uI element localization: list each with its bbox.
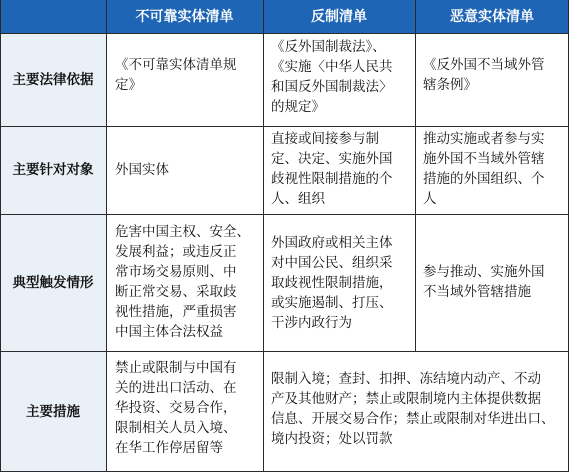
cell-text: 禁止或限制与中国有 关的进出口活动、在 华投资、交易合作， 限制相关人员入境、 在华工作停居留等 — [115, 360, 237, 456]
column-header-malicious-entity: 恶意实体清单 — [415, 0, 569, 33]
row-header-measures: 主要措施 — [0, 351, 106, 472]
table-cell — [263, 33, 415, 126]
table-border — [0, 126, 569, 127]
cell-text: 危害中国主权、安全、 发展利益；或违反正 常市场交易原则、中 断正常交易、采取歧 视性措施，严重损害 中国主体合法权益 — [115, 224, 250, 340]
table-cell — [106, 214, 263, 351]
column-header-unreliable-entity: 不可靠实体清单 — [106, 0, 263, 33]
table-border — [0, 0, 1, 472]
cell-text: 《反外国制裁法》、 《实施〈中华人民共 和国反外国制裁法〉 的规定》 — [271, 39, 393, 115]
cell-text: 外国政府或相关主体 对中国公民、组织采 取歧视性限制措施， 或实施遏制、打压、 干涉内政行为 — [271, 235, 393, 331]
table-cell — [263, 214, 415, 351]
table-cell — [415, 126, 569, 214]
table-border — [0, 471, 569, 472]
table-border — [0, 214, 569, 215]
table-cell — [106, 33, 263, 126]
table-cell — [106, 126, 263, 214]
table-border — [568, 0, 569, 472]
cell-text: 推动实施或者参与实 施外国不当域外管辖 措施的外国组织、个 人 — [423, 131, 545, 207]
table-cell — [415, 214, 569, 351]
header-corner — [0, 0, 106, 33]
cell-text: 《不可靠实体清单规 定》 — [115, 57, 237, 93]
cell-text: 限制入境；查封、扣押、冻结境内动产、不动 产及其他财产；禁止或限制境内主体提供数据 信息、开展交易合作；禁止或限制对华进出口、 境内投资；处以罚款 — [271, 371, 555, 447]
table-cell — [415, 33, 569, 126]
cell-text: 《反外国不当域外管 辖条例》 — [423, 57, 545, 93]
row-header-triggers: 典型触发情形 — [0, 214, 106, 351]
table-border — [263, 0, 264, 472]
cell-text: 参与推动、实施外国 不当域外管辖措施 — [423, 264, 545, 300]
row-header-target: 主要针对对象 — [0, 126, 106, 214]
row-header-legal-basis: 主要法律依据 — [0, 33, 106, 126]
table-border — [106, 0, 107, 472]
table-border — [0, 351, 569, 352]
table-cell — [263, 126, 415, 214]
table-cell — [106, 351, 263, 472]
cell-text: 直接或间接参与制 定、决定、实施外国 歧视性限制措施的个 人、组织 — [271, 131, 393, 207]
cell-text: 外国实体 — [115, 162, 169, 178]
table-border — [415, 0, 416, 351]
table-cell-merged — [263, 351, 569, 472]
table-border — [0, 33, 569, 34]
column-header-countermeasure-list: 反制清单 — [263, 0, 415, 33]
